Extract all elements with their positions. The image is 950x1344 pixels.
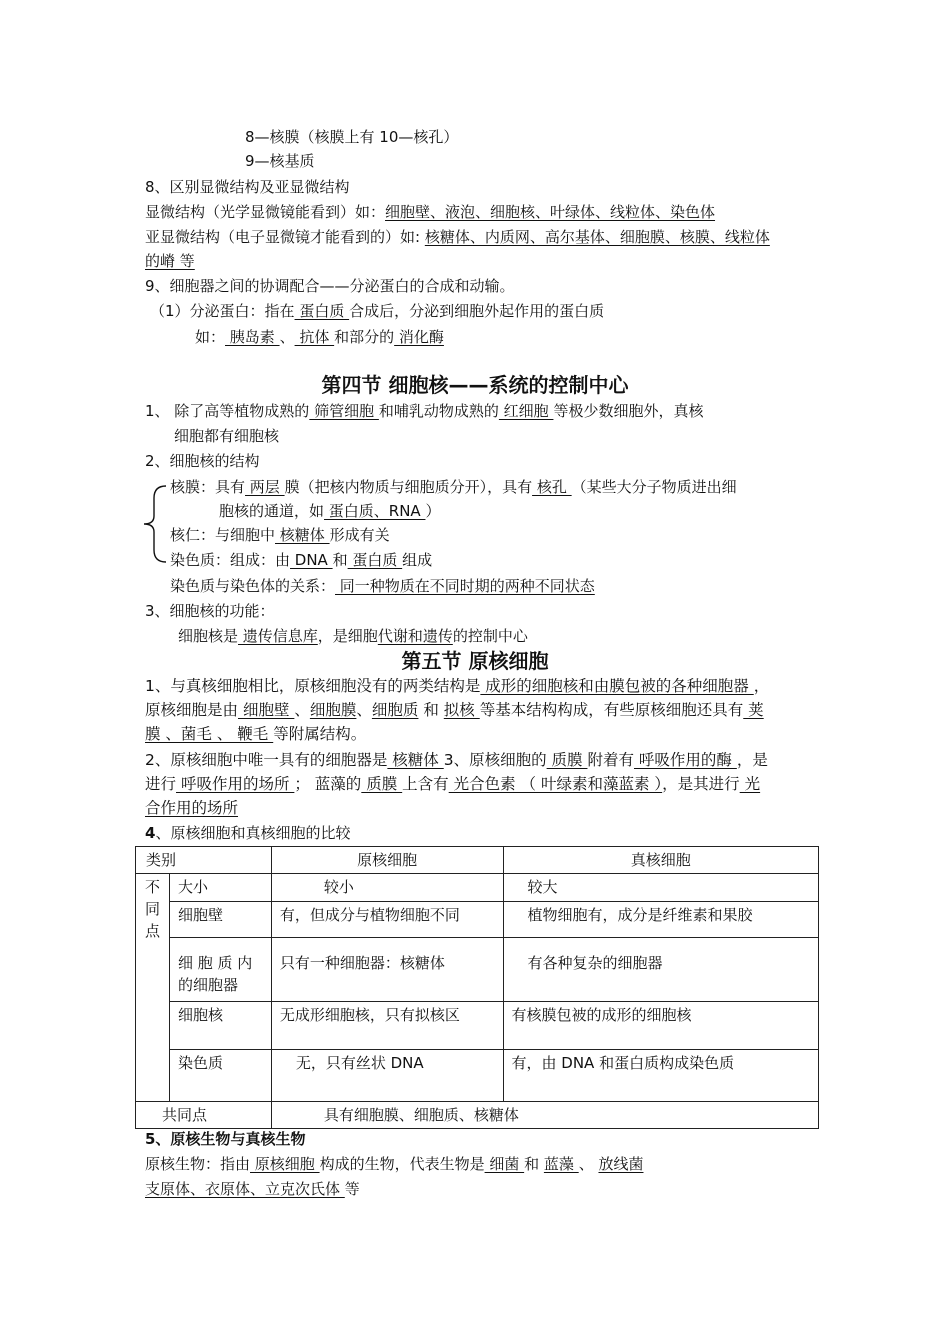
line-comparison-heading [145,822,350,844]
table-row [136,902,819,938]
text: 染色质与染色体的关系： [170,577,336,595]
answer: 荚 [743,701,764,719]
line-nucleus-function [145,600,275,622]
answer: 两层 [245,478,285,496]
answer: 质膜 [361,775,403,793]
line-nuclear-membrane [245,126,458,148]
text: 和 [332,551,348,569]
answer: 细胞壁 [238,701,295,719]
heading-item-9 [145,275,515,297]
answer: 细胞壁、液泡、细胞核、叶绿体、线粒体、染色体 [385,203,716,221]
line-secretory-protein [150,300,604,322]
text: （1）分泌蛋白：指在 [150,302,295,320]
text: 和部分的 [334,328,395,346]
line-nucleus-1-cont [174,425,279,447]
answer: 放线菌 [598,1155,644,1173]
text: 细胞核是 [178,627,239,645]
text: 9、细胞器之间的协调配合——分泌蛋白的合成和动输。 [145,277,515,295]
line-examples [195,326,444,348]
line-prokaryote-6 [145,797,238,819]
heading-organisms: 5、原核生物与真核生物 [145,1130,306,1148]
text: 原核细胞是由 [145,701,239,719]
answer: 细胞膜 [309,701,357,719]
section-title-prokaryote: 第五节 原核细胞 [401,649,549,673]
row-label: 细 胞 质 内的细胞器 [169,938,271,1002]
answer: 原核细胞 [250,1155,320,1173]
answer: 胰岛素 [225,328,280,346]
text: ） [425,502,441,520]
common-label: 共同点 [136,1102,272,1129]
line-nucleus-function-detail [178,625,528,647]
line-nucleus-1 [145,400,703,422]
text: 核仁：与细胞中 [170,526,276,544]
line-nuclear-matrix [245,150,315,172]
text: 8、区别显微结构及亚显微结构 [145,178,350,196]
answer: 细菌 [484,1155,525,1173]
row-euk: 有核膜包被的成形的细胞核 [503,1002,819,1050]
table-row [136,1002,819,1050]
answer: 核糖体、内质网、高尔基体、细胞膜、核膜、线粒体 [424,228,770,246]
row-euk: 有各种复杂的细胞器 [503,938,819,1002]
answer: 红细胞 [498,402,554,420]
row-label: 细胞壁 [169,902,271,938]
text: 形成有关 [329,526,390,544]
answer: 核糖体 [275,526,330,544]
text: 8—核膜（核膜上有 10—核孔） [245,128,459,146]
text: 显微结构（光学显微镜能看到）如： [145,203,386,221]
line-prokaryote-2 [145,699,764,721]
section-title-nucleus: 第四节 细胞核——系统的控制中心 [321,373,629,397]
row-euk: 有，由 DNA 和蛋白质构成染色质 [503,1050,819,1102]
header-prokaryote: 原核细胞 [271,847,503,874]
text: 等基本结构构成，有些原核细胞还具有 [479,701,744,719]
line-organisms-1 [145,1153,643,1175]
text: 附着有 [587,751,634,769]
text: 3、细胞核的功能： [145,602,275,620]
line-submicroscopic [145,226,770,248]
answer: 抗体 [294,328,335,346]
row-euk: 植物细胞有，成分是纤维素和果胶 [503,902,819,938]
line-nucleus-structure [145,450,260,472]
table-common-row [136,1102,819,1129]
answer: 光 [739,775,761,793]
row-pro: 有，但成分与植物细胞不同 [271,902,503,938]
text: ， [753,677,770,695]
text: ，是 [736,751,768,769]
text: 进行 [145,775,177,793]
text: 和 [524,1155,544,1173]
text: 核膜：具有 [170,478,246,496]
answer: 质膜 [546,751,588,769]
text: 等极少数细胞外，真核 [553,402,704,420]
answer: 核孔 [532,478,572,496]
line-nucleolus [170,524,390,546]
text: 3、原核细胞的 [443,751,547,769]
answer: DNA [290,551,333,569]
text: 膜（把核内物质与细胞质分开），具有 [284,478,533,496]
answer: 支原体、衣原体、立克次氏体 [145,1180,345,1198]
answer: 蛋白质 [294,302,350,320]
answer: 拟核 [443,701,480,719]
text: 的控制中心 [452,627,528,645]
line-microscopic [145,201,715,223]
text: 1、 除了高等植物成熟的 [145,402,310,420]
text: 染色质：组成：由 [170,551,291,569]
text: 胞核的通道，如 [219,502,325,520]
text: 原核生物：指由 [145,1155,251,1173]
text: ； 蓝藻的 [294,775,362,793]
text: 4 [145,824,156,842]
table-row [136,1050,819,1102]
answer: 蛋白质、RNA [324,502,426,520]
line-organisms-2 [145,1178,360,1200]
line-membrane-cont [219,500,440,522]
text: 细胞都有细胞核 [174,427,280,445]
line-chromatin-relation [170,575,595,597]
table-header-row [136,847,819,874]
row-label: 大小 [169,874,271,902]
line-prokaryote-5 [145,773,760,795]
answer: 呼吸作用的场所 [176,775,295,793]
text: ，是其进行 [662,775,740,793]
text: 9—核基质 [245,152,315,170]
text: 、原核细胞和真核细胞的比较 [155,824,351,842]
text: 2、细胞核的结构 [145,452,260,470]
row-euk: 较大 [503,874,819,902]
text: 构成的生物，代表生物是 [319,1155,485,1173]
answer: 的嵴 等 [145,252,195,270]
row-pro: 无，只有丝状 DNA [271,1050,503,1102]
answer: 成形的细胞核和由膜包被的各种细胞器 [480,677,754,695]
line-prokaryote-4 [145,749,768,771]
answer: 细胞质 [371,701,419,719]
answer: 膜 、菌毛 、 鞭毛 [145,725,274,743]
table-row [136,938,819,1002]
text: 等附属结构。 [273,725,367,743]
line-submicroscopic-cont [145,250,195,272]
text: 如： [195,328,226,346]
text: 组成 [402,551,433,569]
curly-brace [140,484,170,564]
answer: 核糖体 [387,751,444,769]
diff-label: 不同点 [136,874,170,1102]
text: 亚显微结构（电子显微镜才能看到的）如: [145,228,425,246]
line-prokaryote-3 [145,723,366,745]
text: 和哺乳动物成熟的 [378,402,499,420]
text: 和 [418,701,444,719]
answer: 遗传信息库 [238,627,318,645]
text: （某些大分子物质进出细 [571,478,737,496]
text: 2、原核细胞中唯一具有的细胞器是 [145,751,388,769]
text: ，是细胞 [317,627,378,645]
text: 上含有 [402,775,449,793]
header-category: 类别 [136,847,272,874]
text: 等 [344,1180,360,1198]
line-chromatin [170,549,432,571]
answer: 筛管细胞 [309,402,379,420]
text: 合成后，分泌到细胞外起作用的蛋白质 [349,302,605,320]
answer: 光合色素 （ 叶绿素和藻蓝素 ） [448,775,663,793]
text: 、 [356,701,372,719]
text: 1、与真核细胞相比，原核细胞没有的两类结构是 [145,677,481,695]
answer: 同一种物质在不同时期的两种不同状态 [335,577,595,595]
answer: 消化酶 [394,328,444,346]
common-value: 具有细胞膜、细胞质、核糖体 [271,1102,818,1129]
table-row [136,874,819,902]
text: 、 [294,701,310,719]
row-pro: 无成形细胞核，只有拟核区 [271,1002,503,1050]
answer: 合作用的场所 [145,799,239,817]
comparison-table [135,846,819,1129]
heading-item-8 [145,176,350,198]
line-prokaryote-1 [145,675,769,697]
text: 、 [279,328,295,346]
answer: 蓝藻 [543,1155,579,1173]
row-label: 染色质 [169,1050,271,1102]
line-membrane [170,476,737,498]
answer: 蛋白质 [347,551,403,569]
header-eukaryote: 真核细胞 [503,847,819,874]
answer: 代谢和遗传 [377,627,453,645]
text: 、 [578,1155,599,1173]
row-label: 细胞核 [169,1002,271,1050]
row-pro: 较小 [271,874,503,902]
row-pro: 只有一种细胞器：核糖体 [271,938,503,1002]
answer: 呼吸作用的酶 [633,751,737,769]
